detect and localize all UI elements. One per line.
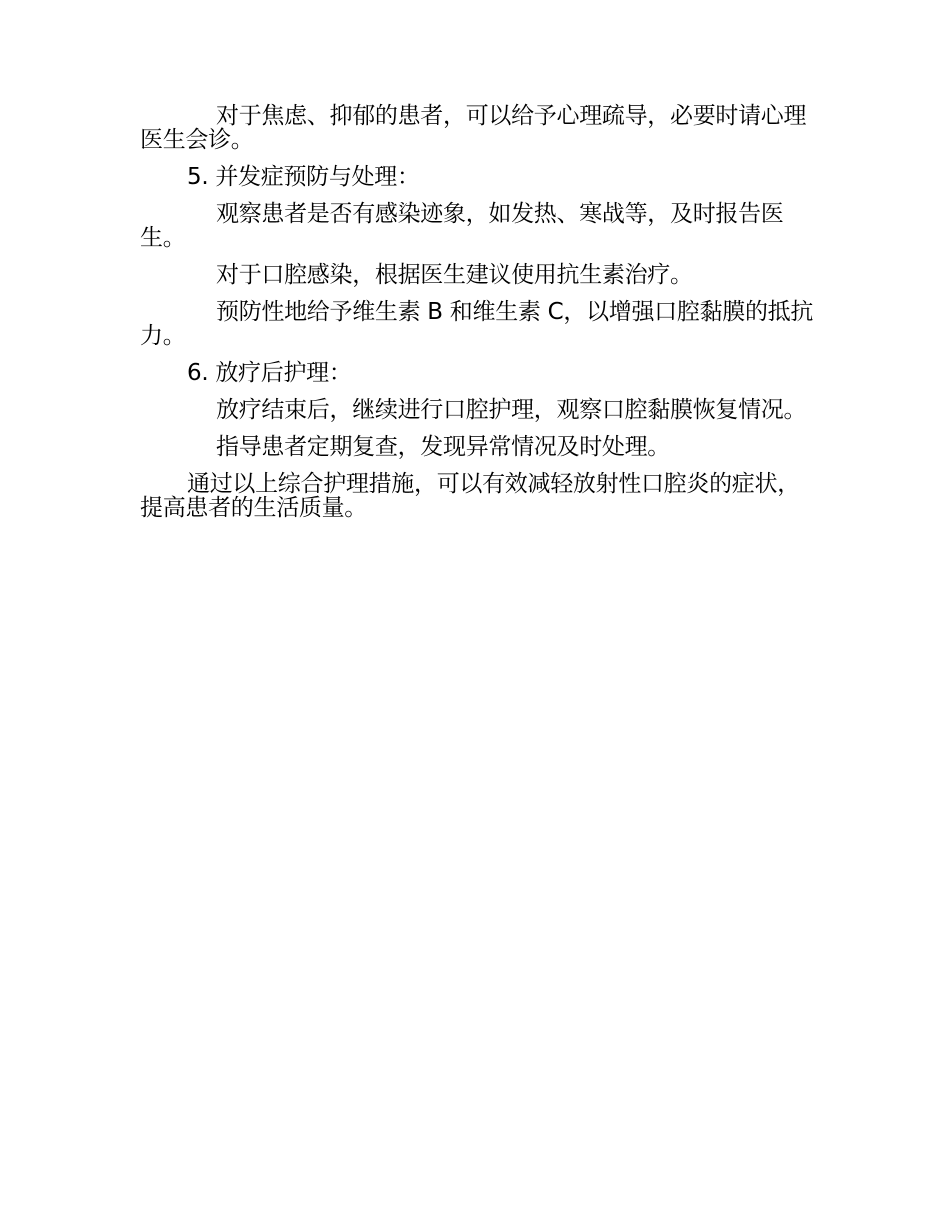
document-body xyxy=(140,104,820,520)
section-heading-post-radiotherapy: 6. 放疗后护理： xyxy=(187,360,352,386)
paragraph-regular-follow-up: 指导患者定期复查，发现异常情况及时处理。 xyxy=(216,434,671,460)
paragraph-vitamin-prevention: 预防性地给予维生素 B 和维生素 C，以增强口腔黏膜的抵抗力。 xyxy=(140,299,814,349)
paragraph-antibiotic-treatment: 对于口腔感染，根据医生建议使用抗生素治疗。 xyxy=(216,262,693,288)
paragraph-psychological-support: 对于焦虑、抑郁的患者，可以给予心理疏导，必要时请心理医生会诊。 xyxy=(140,103,807,153)
section-heading-complications: 5. 并发症预防与处理： xyxy=(187,164,420,190)
paragraph-infection-observation: 观察患者是否有感染迹象，如发热、寒战等，及时报告医生。 xyxy=(140,201,784,251)
paragraph-continued-oral-care: 放疗结束后，继续进行口腔护理，观察口腔黏膜恢复情况。 xyxy=(216,397,807,423)
paragraph-summary: 通过以上综合护理措施，可以有效减轻放射性口腔炎的症状，提高患者的生活质量。 xyxy=(140,471,800,521)
